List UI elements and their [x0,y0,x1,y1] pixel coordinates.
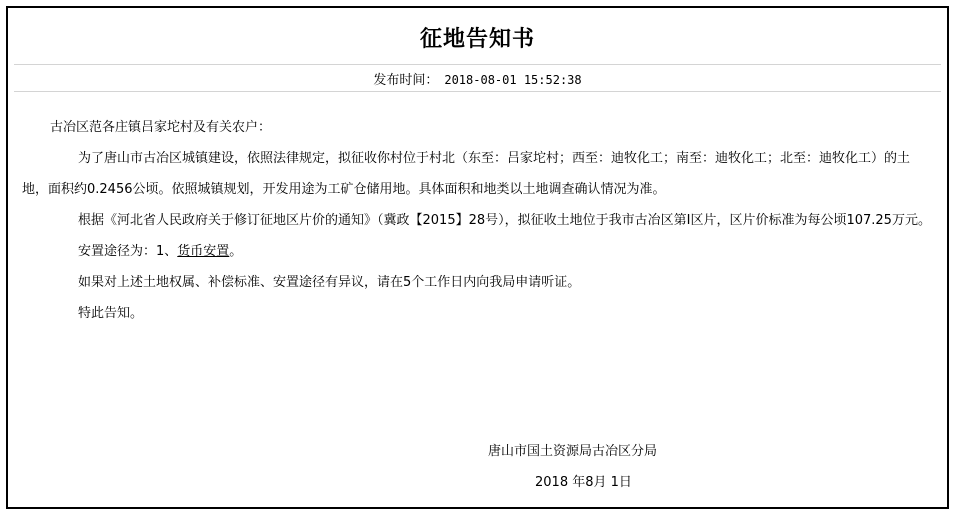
resettlement-method: 货币安置 [177,244,230,259]
paragraph-price: 根据《河北省人民政府关于修订征地区片价的通知》（冀政【2015】28号），拟征收土地位于我市古冶区第Ⅰ区片，区片价标准为每公顷107.25万元。 [78,213,931,228]
signature-date: 2018 年8月 1日 [535,475,632,490]
meta-divider [14,91,941,92]
resettlement-prefix: 安置途径为：1、 [78,244,178,259]
title-divider [14,64,941,65]
notice-body [22,112,933,329]
paragraph-objection: 如果对上述土地权属、补偿标准、安置途径有异议，请在5个工作日内向我局申请听证。 [78,275,581,290]
notice-frame [6,6,949,509]
signature-issuer: 唐山市国土资源局古冶区分局 [488,444,658,459]
paragraph-resettlement [22,236,933,267]
publish-info [8,69,947,88]
salutation: 古冶区范各庄镇吕家坨村及有关农户： [50,120,272,135]
publish-time: 2018-08-01 15:52:38 [444,73,582,87]
resettlement-suffix: 。 [229,244,243,259]
paragraph-closing: 特此告知。 [78,306,144,321]
paragraph-purpose: 为了唐山市古冶区城镇建设，依照法律规定，拟征收你村位于村北（东至：吕家坨村；西至：迪牧化工；南至：迪牧化工；北至：迪牧化工）的土地，面积约0.2456公顷。依照城镇规划，开发用途为工矿仓储用地。具体面积和地类以土地调查确认情况为准。 [22,151,911,197]
page-title: 征地告知书 [419,27,535,52]
publish-label: 发布时间： [373,73,439,88]
